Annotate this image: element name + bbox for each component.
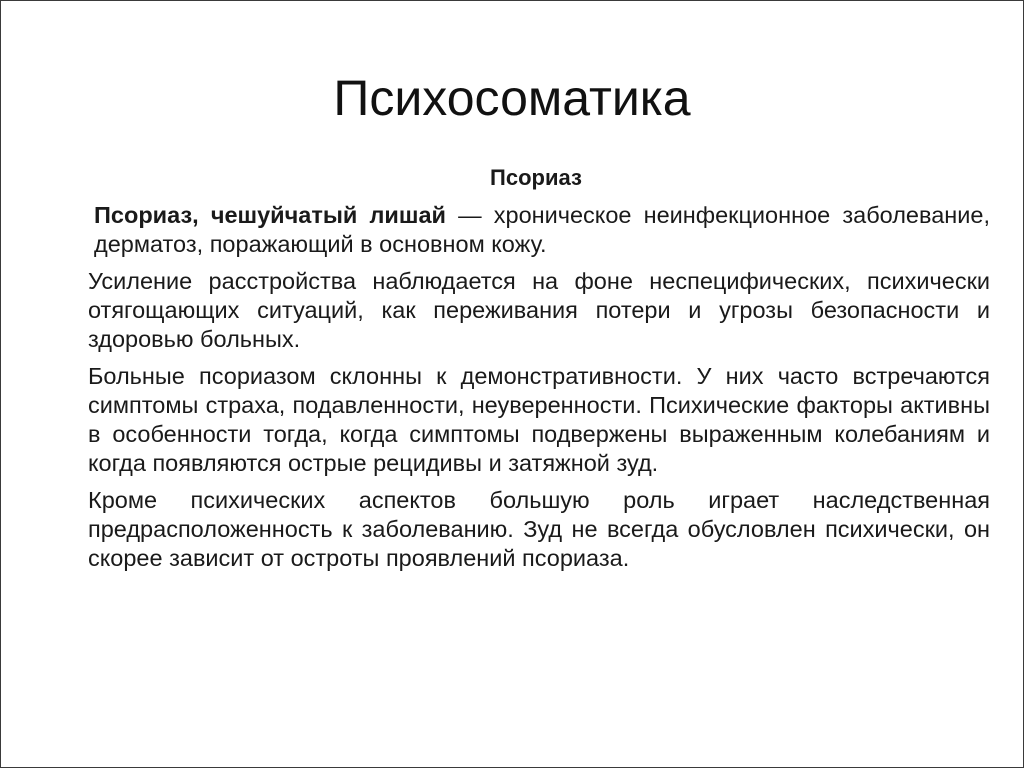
slide-body bbox=[88, 201, 990, 581]
slide-title: Психосоматика bbox=[333, 70, 691, 126]
paragraph-definition bbox=[88, 201, 990, 259]
paragraph-symptoms: Больные псориазом склонны к демонстративности. У них часто встречаются симптомы страха, подавленности, неуверенности. Психические факторы активны в особенности тогда, когда симптомы подвержены выраженным колебаниям и когда появляются острые рецидивы и затяжной зуд. bbox=[88, 363, 990, 476]
definition-text: — хроническое неинфекционное заболевание, дерматоз, поражающий в основном кожу. bbox=[94, 202, 990, 257]
paragraph-triggers: Усиление расстройства наблюдается на фоне неспецифических, психически отягощающих ситуаций, как переживания потери и угрозы безопасности и здоровью больных. bbox=[88, 268, 990, 352]
slide-subtitle: Псориаз bbox=[490, 165, 582, 190]
term-bold-lead: Псориаз, чешуйчатый лишай bbox=[94, 202, 446, 228]
paragraph-heredity: Кроме психических аспектов большую роль играет наследственная предрасположенность к заболеванию. Зуд не всегда обусловлен психически, он скорее зависит от остроты проявлений псориаза. bbox=[88, 487, 990, 571]
